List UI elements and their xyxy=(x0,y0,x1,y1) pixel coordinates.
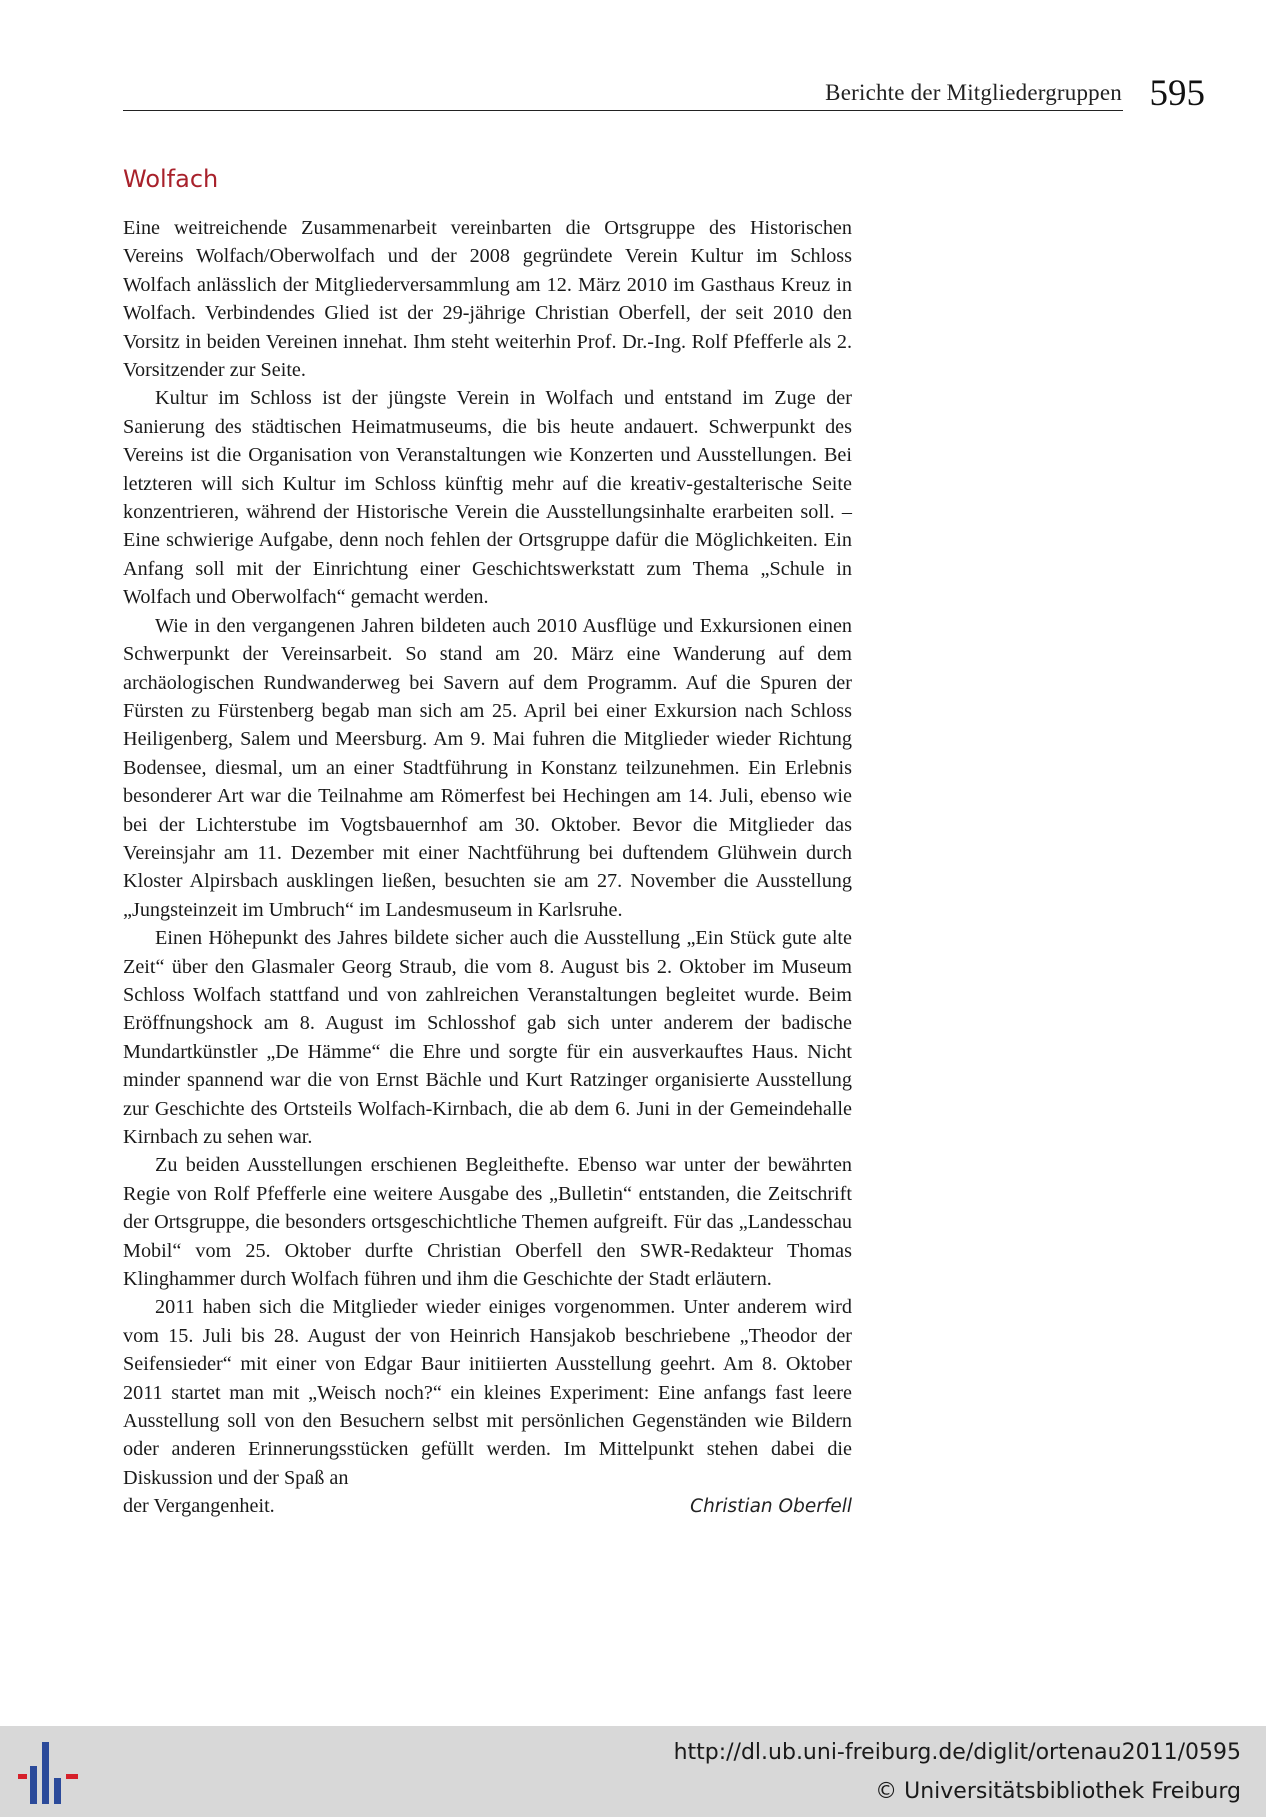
paragraph-3: Wie in den vergangenen Jahren bildeten auch 2010 Ausflüge und Exkursionen einen Schwerpunkt der Vereinsarbeit. So stand am 20. März eine Wanderung auf dem archäologischen Rundwanderweg bei Savern auf dem Programm. Auf die Spuren der Fürsten zu Fürstenberg begab man sich am 25. April bei einer Exkursion nach Schloss Heiligenberg, Salem und Meersburg. Am 9. Mai fuhren die Mitglieder wieder Richtung Bodensee, diesmal, um an einer Stadtführung in Konstanz teilzunehmen. Ein Erlebnis besonderer Art war die Teilnahme am Römerfest bei Hechingen am 14. Juli, ebenso wie bei der Lichterstube im Vogtsbauernhof am 30. Oktober. Bevor die Mitglieder das Vereinsjahr am 11. Dezember mit einer Nachtführung bei duftendem Glühwein durch Kloster Alpirsbach ausklingen ließen, besuchten sie am 27. November die Ausstellung „Jungsteinzeit im Umbruch“ im Landesmuseum in Karlsruhe. xyxy=(123,614,852,921)
paragraph-2: Kultur im Schloss ist der jüngste Verein in Wolfach und entstand im Zuge der Sanierung des städtischen Heimatmuseums, die bis heute andauert. Schwerpunkt des Vereins ist die Organisation von Veranstaltungen wie Konzerten und Ausstellungen. Bei letzteren will sich Kultur im Schloss künftig mehr auf die kreativ-gestalterische Seite konzentrieren, während der Historische Verein die Ausstellungsinhalte erarbeiten soll. – Eine schwierige Aufgabe, denn noch fehlen der Ortsgruppe dafür die Möglichkeiten. Ein Anfang soll mit der Einrichtung einer Geschichtswerkstatt zum Thema „Schule in Wolfach und Oberwolfach“ gemacht werden. xyxy=(123,387,852,609)
footer-url: http://dl.ub.uni-freiburg.de/diglit/ortenau2011/0595 xyxy=(673,1740,1241,1765)
header-rule xyxy=(123,110,1123,111)
page-header xyxy=(123,72,1205,118)
page-number: 595 xyxy=(1149,73,1205,114)
paragraph-6 xyxy=(123,1293,852,1492)
section-title: Wolfach xyxy=(123,165,219,193)
closing-line xyxy=(123,1492,852,1521)
paragraph-1: Eine weitreichende Zusammenarbeit vereinbarten die Ortsgruppe des Historischen Vereins Wolfach/Oberwolfach und der 2008 gegründete Verein Kultur im Schloss Wolfach anlässlich der Mitgliederversammlung am 12. März 2010 im Gasthaus Kreuz in Wolfach. Verbindendes Glied ist der 29-jährige Christian Oberfell, der seit 2010 den Vorsitz in beiden Vereinen innehat. Ihm steht weiterhin Prof. Dr.-Ing. Rolf Pfefferle als 2. Vorsitzender zur Seite. xyxy=(123,217,852,382)
paragraph-6-body: 2011 haben sich die Mitglieder wieder einiges vorgenommen. Unter anderem wird vom 15. Juli bis 28. August der von Heinrich Hansjakob beschriebene „Theodor der Seifensieder“ mit einer von Edgar Baur initiierten Ausstellung geehrt. Am 8. Oktober 2011 startet man mit „Weisch noch?“ ein kleines Experiment: Eine anfangs fast leere Ausstellung soll von den Besuchern selbst mit persönlichen Gegenständen wie Bildern oder anderen Erinnerungsstücken gefüllt werden. Im Mittelpunkt stehen dabei die Diskussion und der Spaß an xyxy=(123,1296,852,1489)
author-signature: Christian Oberfell xyxy=(690,1496,852,1518)
paragraph-6-end: der Vergangenheit. xyxy=(123,1495,275,1518)
paragraph-4: Einen Höhepunkt des Jahres bildete sicher auch die Ausstellung „Ein Stück gute alte Zeit“ über den Glasmaler Georg Straub, die vom 8. August bis 2. Oktober im Museum Schloss Wolfach stattfand und von zahlreichen Veranstaltungen begleitet wurde. Beim Eröffnungshock am 8. August im Schlosshof gab sich unter anderem der badische Mundartkünstler „De Hämme“ die Ehre und sorgte für ein ausverkauftes Haus. Nicht minder spannend war die von Ernst Bächle und Kurt Ratzinger organisierte Ausstellung zur Geschichte des Ortsteils Wolfach-Kirnbach, die ab dem 6. Juni in der Gemeindehalle Kirnbach zu sehen war. xyxy=(123,927,852,1148)
ub-freiburg-logo-icon xyxy=(14,1738,84,1808)
footer-copyright: © Universitätsbibliothek Freiburg xyxy=(875,1779,1241,1804)
footer-band xyxy=(0,1726,1266,1817)
article-body xyxy=(123,214,852,1522)
running-head: Berichte der Mitgliedergruppen xyxy=(825,80,1122,105)
paragraph-5: Zu beiden Ausstellungen erschienen Begleithefte. Ebenso war unter der bewährten Regie von Rolf Pfefferle eine weitere Ausgabe des „Bulletin“ entstanden, die Zeitschrift der Ortsgruppe, die besonders ortsgeschichtliche Themen aufgreift. Für das „Landesschau Mobil“ vom 25. Oktober durfte Christian Oberfell den SWR-Redakteur Thomas Klinghammer durch Wolfach führen und ihm die Geschichte der Stadt erläutern. xyxy=(123,1154,852,1291)
